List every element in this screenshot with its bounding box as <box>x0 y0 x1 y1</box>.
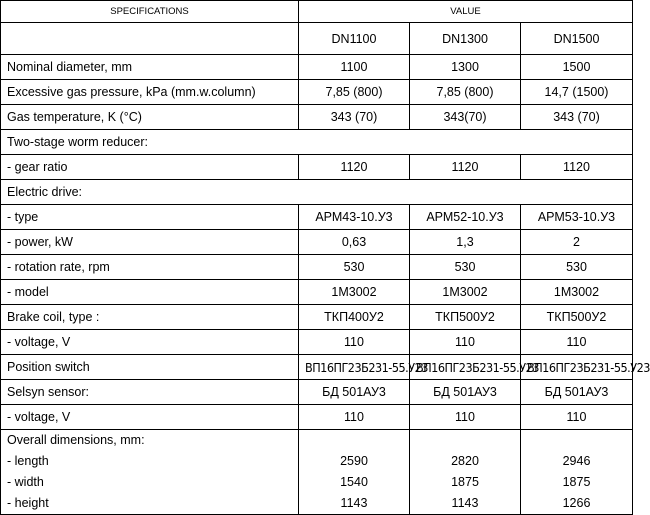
width-dn1100: 1540 <box>340 475 368 489</box>
selsyn-voltage-label: - voltage, V <box>1 405 299 430</box>
model-value-dn1300: 1М3002 <box>410 280 521 305</box>
rotation-rate-label: - rotation rate, rpm <box>1 255 299 280</box>
height-dn1100: 1143 <box>340 496 368 510</box>
type-dn1300: АРМ52-10.У3 <box>410 205 521 230</box>
nominal-diameter-dn1500: 1500 <box>521 55 633 80</box>
header-specifications: SPECIFICATIONS <box>1 1 299 23</box>
row-selsyn-sensor <box>1 380 633 405</box>
model-dn1100: DN1100 <box>299 23 410 55</box>
row-position-switch <box>1 355 633 380</box>
row-overall-dimensions <box>1 430 633 515</box>
height-dn1300: 1143 <box>451 496 479 510</box>
height-dn1500: 1266 <box>562 496 591 510</box>
position-switch-label: Position switch <box>1 355 299 380</box>
type-label: - type <box>1 205 299 230</box>
model-label: - model <box>1 280 299 305</box>
gear-ratio-dn1100: 1120 <box>299 155 410 180</box>
row-selsyn-voltage <box>1 405 633 430</box>
gas-pressure-dn1100: 7,85 (800) <box>299 80 410 105</box>
gas-temperature-dn1100: 343 (70) <box>299 105 410 130</box>
row-model <box>1 280 633 305</box>
row-electric-drive <box>1 180 633 205</box>
selsyn-voltage-dn1500: 110 <box>521 405 633 430</box>
rotation-rate-dn1300: 530 <box>410 255 521 280</box>
rotation-rate-dn1100: 530 <box>299 255 410 280</box>
row-gear-ratio <box>1 155 633 180</box>
brake-coil-dn1300: ТКП500У2 <box>410 305 521 330</box>
brake-voltage-dn1100: 110 <box>299 330 410 355</box>
dimensions-label-cell <box>1 430 299 515</box>
brake-coil-label: Brake coil, type : <box>1 305 299 330</box>
brake-coil-dn1100: ТКП400У2 <box>299 305 410 330</box>
gear-ratio-label: - gear ratio <box>1 155 299 180</box>
gas-temperature-dn1300: 343(70) <box>410 105 521 130</box>
position-switch-dn1300: ВП16ПГ23Б231-55.У23 <box>410 355 521 380</box>
dimensions-label: Overall dimensions, mm: <box>7 433 145 447</box>
selsyn-sensor-dn1500: БД 501АУ3 <box>521 380 633 405</box>
position-switch-dn1500: ВП16ПГ23Б231-55.У23 <box>521 355 633 380</box>
nominal-diameter-dn1100: 1100 <box>299 55 410 80</box>
position-switch-dn1100: ВП16ПГ23Б231-55.У23 <box>299 355 410 380</box>
gas-pressure-dn1500: 14,7 (1500) <box>521 80 633 105</box>
gas-pressure-dn1300: 7,85 (800) <box>410 80 521 105</box>
row-type <box>1 205 633 230</box>
brake-voltage-label: - voltage, V <box>1 330 299 355</box>
gear-ratio-dn1300: 1120 <box>410 155 521 180</box>
header-row <box>1 1 633 23</box>
model-dn1500: DN1500 <box>521 23 633 55</box>
type-dn1500: АРМ53-10.У3 <box>521 205 633 230</box>
width-dn1500: 1875 <box>562 475 591 489</box>
selsyn-sensor-dn1300: БД 501АУ3 <box>410 380 521 405</box>
row-nominal-diameter <box>1 55 633 80</box>
electric-drive-label: Electric drive: <box>1 180 633 205</box>
rotation-rate-dn1500: 530 <box>521 255 633 280</box>
dimensions-dn1500 <box>521 430 633 515</box>
models-row <box>1 23 633 55</box>
length-dn1500: 2946 <box>562 454 591 468</box>
selsyn-sensor-dn1100: БД 501АУ3 <box>299 380 410 405</box>
dimensions-dn1300 <box>410 430 521 515</box>
length-dn1300: 2820 <box>451 454 479 468</box>
power-dn1500: 2 <box>521 230 633 255</box>
selsyn-sensor-label: Selsyn sensor: <box>1 380 299 405</box>
row-worm-reducer <box>1 130 633 155</box>
selsyn-voltage-dn1300: 110 <box>410 405 521 430</box>
brake-voltage-dn1300: 110 <box>410 330 521 355</box>
row-brake-voltage <box>1 330 633 355</box>
type-dn1100: АРМ43-10.У3 <box>299 205 410 230</box>
worm-reducer-label: Two-stage worm reducer: <box>1 130 633 155</box>
row-gas-temperature <box>1 105 633 130</box>
selsyn-voltage-dn1100: 110 <box>299 405 410 430</box>
power-dn1100: 0,63 <box>299 230 410 255</box>
row-rotation-rate <box>1 255 633 280</box>
row-brake-coil <box>1 305 633 330</box>
model-value-dn1100: 1М3002 <box>299 280 410 305</box>
brake-voltage-dn1500: 110 <box>521 330 633 355</box>
brake-coil-dn1500: ТКП500У2 <box>521 305 633 330</box>
gas-pressure-label: Excessive gas pressure, kPa (mm.w.column) <box>1 80 299 105</box>
row-gas-pressure <box>1 80 633 105</box>
width-dn1300: 1875 <box>451 475 479 489</box>
model-value-dn1500: 1М3002 <box>521 280 633 305</box>
power-dn1300: 1,3 <box>410 230 521 255</box>
gas-temperature-dn1500: 343 (70) <box>521 105 633 130</box>
length-dn1100: 2590 <box>340 454 368 468</box>
nominal-diameter-dn1300: 1300 <box>410 55 521 80</box>
header-value: VALUE <box>299 1 633 23</box>
model-dn1300: DN1300 <box>410 23 521 55</box>
dimensions-dn1100 <box>299 430 410 515</box>
gas-temperature-label: Gas temperature, K (°C) <box>1 105 299 130</box>
dimensions-width-label: - width <box>7 475 44 489</box>
dimensions-height-label: - height <box>7 496 49 510</box>
models-label-cell <box>1 23 299 55</box>
gear-ratio-dn1500: 1120 <box>521 155 633 180</box>
row-power <box>1 230 633 255</box>
dimensions-length-label: - length <box>7 454 49 468</box>
power-label: - power, kW <box>1 230 299 255</box>
nominal-diameter-label: Nominal diameter, mm <box>1 55 299 80</box>
